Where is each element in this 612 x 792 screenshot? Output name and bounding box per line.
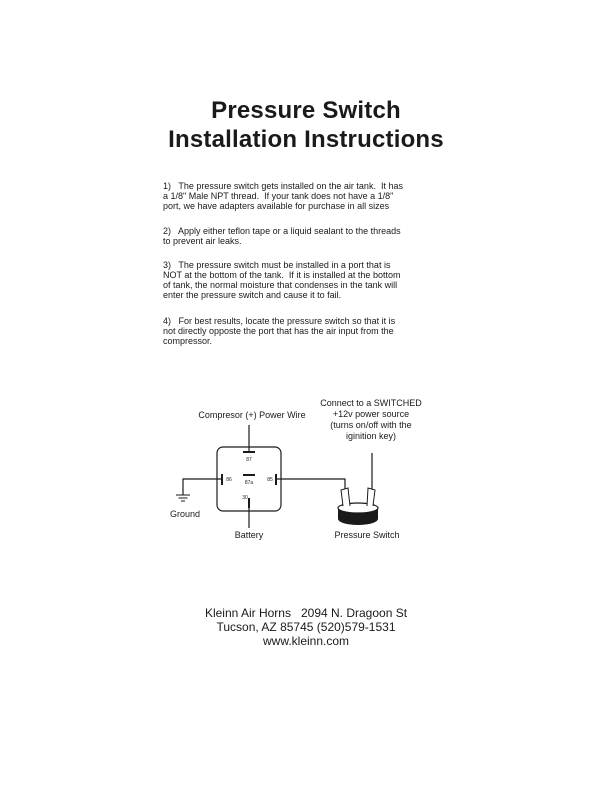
compressor-wire-label: Compresor (+) Power Wire (198, 410, 306, 420)
contact-website: www.kleinn.com (262, 634, 350, 648)
pressure-switch-label: Pressure Switch (334, 530, 400, 540)
contact-block (0, 606, 612, 648)
step-3-line: of tank, the normal moisture that condenses in the tank will (163, 280, 398, 290)
switched-source-label: Connect to a SWITCHED (320, 398, 422, 408)
step-4-line: not directly opposte the port that has the air input from the (163, 326, 394, 336)
step-2-line: to prevent air leaks. (163, 236, 242, 246)
relay-pin-86-label: 86 (226, 477, 232, 483)
battery-label: Battery (234, 530, 264, 540)
step-4-line: compressor. (163, 336, 213, 346)
switched-source-label: iginition key) (345, 431, 397, 441)
title-line-2: Installation Instructions (168, 126, 444, 153)
step-3-line: enter the pressure switch and cause it to fail. (163, 290, 342, 300)
ground-label: Ground (169, 509, 201, 519)
step-2-line: 2) Apply either teflon tape or a liquid sealant to the threads (163, 226, 401, 236)
contact-address-line: Kleinn Air Horns 2094 N. Dragoon St (204, 606, 408, 620)
step-1-line: port, we have adapters available for purchase in all sizes (163, 201, 390, 211)
relay-pin-87-label: 87 (246, 457, 252, 463)
step-3-line: 3) The pressure switch must be installed in a port that is (163, 260, 391, 270)
title-line-1: Pressure Switch (211, 97, 401, 124)
switched-source-label: +12v power source (332, 409, 410, 419)
relay-pin-30-label: 30 (242, 495, 248, 501)
contact-city-phone-line: Tucson, AZ 85745 (520)579-1531 (216, 620, 396, 634)
step-3-line: NOT at the bottom of the tank. If it is installed at the bottom (163, 270, 401, 280)
switched-source-label: (turns on/off with the (330, 420, 412, 430)
relay-pin-87a-label: 87a (244, 480, 254, 486)
step-1-line: a 1/8" Male NPT thread. If your tank does not have a 1/8" (163, 191, 394, 201)
step-1-line: 1) The pressure switch gets installed on the air tank. It has (163, 181, 403, 191)
switch-wire (276, 479, 345, 492)
pressure-switch-terminal (341, 488, 350, 506)
relay-pin-85-label: 85 (267, 477, 273, 483)
ground-wire (183, 479, 222, 495)
step-4-line: 4) For best results, locate the pressure switch so that it is (163, 316, 396, 326)
pressure-switch-terminal (367, 488, 375, 506)
